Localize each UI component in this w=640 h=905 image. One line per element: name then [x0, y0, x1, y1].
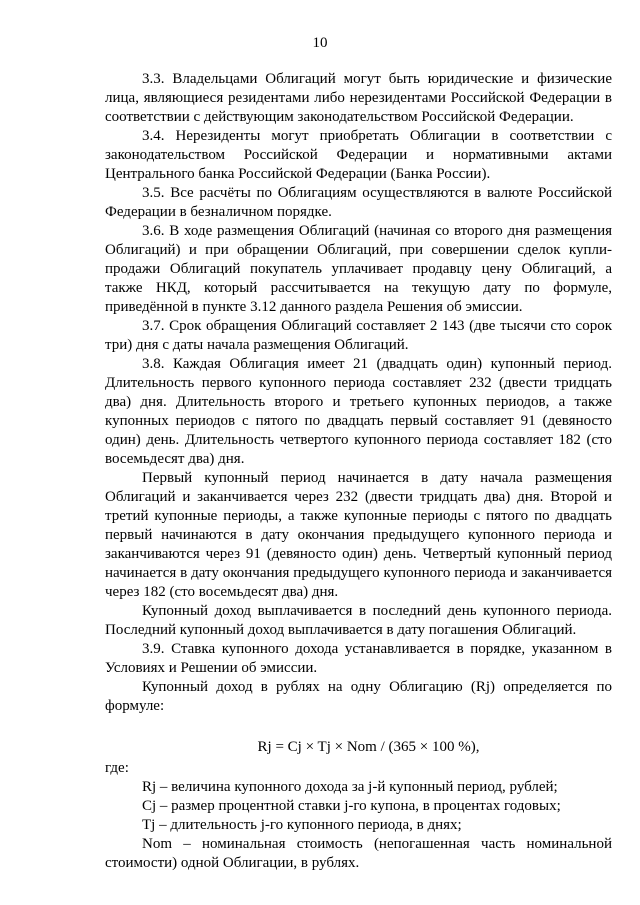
paragraph-3-9: 3.9. Ставка купонного дохода устанавливается в порядке, указанном в Условиях и Решении об эмиссии. — [105, 641, 612, 676]
paragraph-coupon-payment: Купонный доход выплачивается в последний день купонного периода. Последний купонный доход выплачивается в дату погашения Облигаций. — [105, 603, 612, 638]
where-label: где: — [105, 760, 129, 776]
document-body — [105, 70, 612, 873]
paragraph-3-6: 3.6. В ходе размещения Облигаций (начиная со второго дня размещения Облигаций) и при обращении Облигаций, при совершении сделок купли-продажи Облигаций покупатель уплачивает продавцу цену Облигаций, а также НКД, который рассчитывается на текущую дату по формуле, приведённой в пункте 3.12 данного раздела Решения об эмиссии. — [105, 223, 612, 315]
paragraph-3-8: 3.8. Каждая Облигация имеет 21 (двадцать один) купонный период. Длительность первого купонного периода составляет 232 (двести тридцать два) дня. Длительность второго и третьего купонных периодов, а также купонных периодов с пятого по двадцать первый составляет 91 (девяносто один) день. Длительность четвертого купонного периода составляет 182 (сто восемьдесят два) дня. — [105, 356, 612, 467]
paragraph-coupon-periods: Первый купонный период начинается в дату начала размещения Облигаций и заканчивается через 232 (двести тридцать два) дня. Второй и третий купонные периоды, а также купонные периоды с пятого по двадцать первый начинаются в дату окончания предыдущего купонного периода и заканчиваются через 91 (девяносто один) день. Четвертый купонный период начинается в дату окончания предыдущего купонного периода и заканчивается через 182 (сто восемьдесят два) дня. — [105, 470, 612, 600]
paragraph-3-4: 3.4. Нерезиденты могут приобретать Облигации в соответствии с законодательством Российской Федерации и нормативными актами Центрального банка Российской Федерации (Банка России). — [105, 128, 612, 182]
definition-tj: Tj – длительность j-го купонного периода, в днях; — [142, 817, 462, 833]
coupon-formula: Rj = Cj × Tj × Nom / (365 × 100 %), — [257, 739, 480, 755]
definition-nom: Nom – номинальная стоимость (непогашенная часть номинальной стоимости) одной Облигации, в рублях. — [105, 836, 612, 871]
paragraph-formula-intro: Купонный доход в рублях на одну Облигацию (Rj) определяется по формуле: — [105, 679, 612, 714]
paragraph-3-3: 3.3. Владельцами Облигаций могут быть юридические и физические лица, являющиеся резидентами либо нерезидентами Российской Федерации в соответствии с действующим законодательством Российской Федерации. — [105, 71, 612, 125]
definition-rj: Rj – величина купонного дохода за j-й купонный период, рублей; — [142, 779, 558, 795]
page-number: 10 — [312, 35, 328, 51]
paragraph-3-5: 3.5. Все расчёты по Облигациям осуществляются в валюте Российской Федерации в безналичном порядке. — [105, 185, 612, 220]
definition-cj: Cj – размер процентной ставки j-го купона, в процентах годовых; — [142, 798, 561, 814]
formula-definitions — [105, 778, 612, 873]
paragraph-3-7: 3.7. Срок обращения Облигаций составляет 2 143 (две тысячи сто сорок три) дня с даты начала размещения Облигаций. — [105, 318, 612, 353]
